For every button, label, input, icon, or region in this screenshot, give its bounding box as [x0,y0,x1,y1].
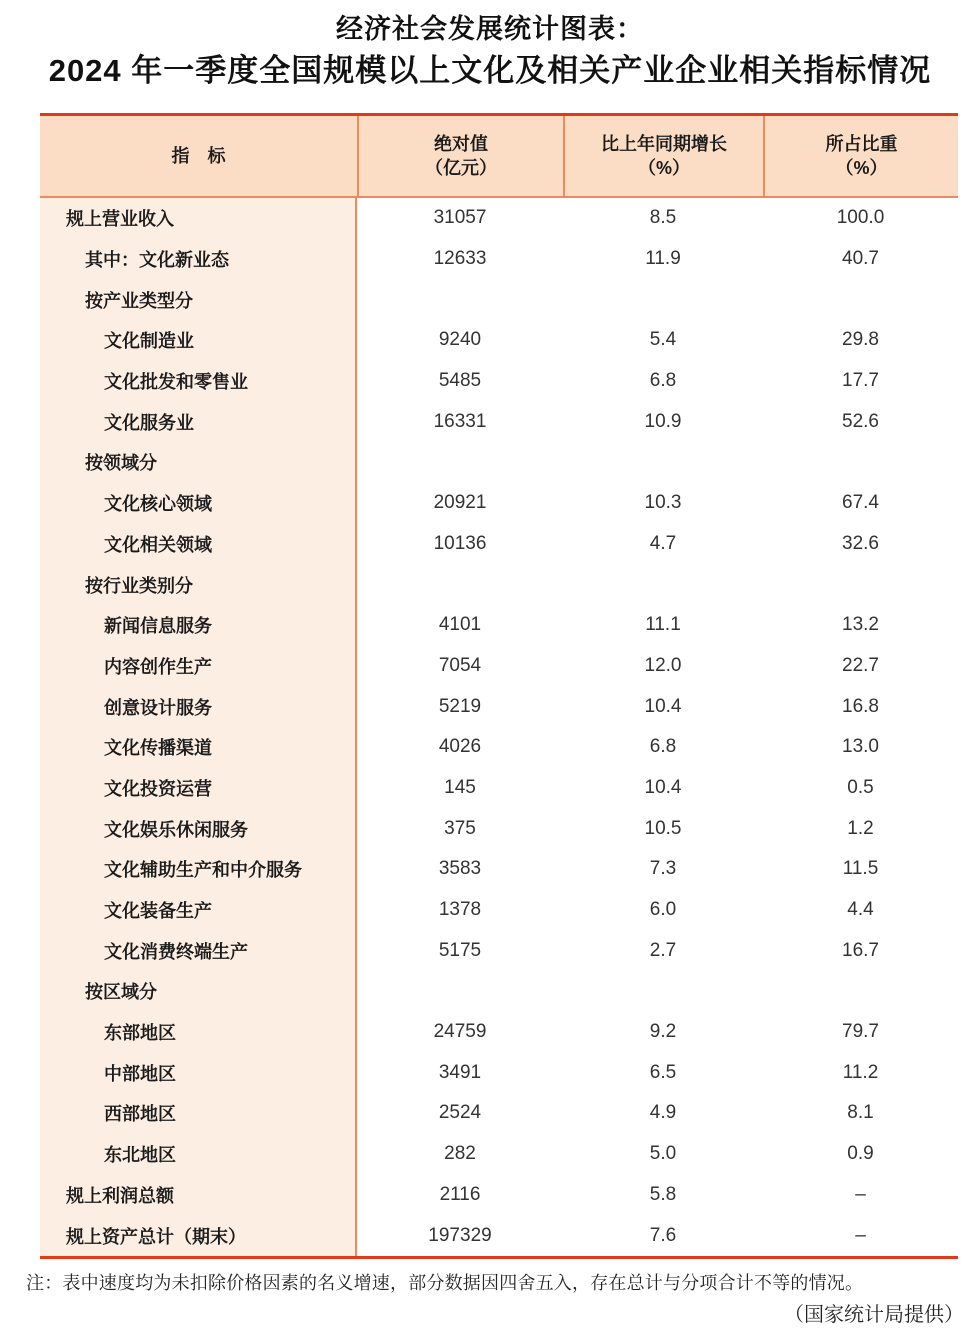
row-indicator-cell [40,442,357,483]
row-share-value: 13.2 [842,614,879,636]
table-row [40,1093,958,1134]
column-header-absolute-unit: （亿元） [425,158,497,178]
row-share-value [763,279,958,320]
table-row [40,646,958,687]
row-indicator-label: 西部地区 [104,1104,176,1125]
row-indicator-label: 规上利润总额 [66,1185,174,1206]
row-growth-value: 6.0 [649,899,677,921]
row-growth-value: 10.5 [644,817,682,839]
column-header-indicator-label: 指 标 [171,145,226,166]
row-absolute-value [357,971,563,1012]
row-indicator-cell [40,320,357,361]
row-indicator-label: 文化娱乐休闲服务 [104,819,248,840]
table-row [40,279,958,320]
row-share-value: 17.7 [842,370,879,392]
row-growth-value [563,442,763,483]
row-indicator-cell [40,1093,357,1134]
table-row [40,320,958,361]
table-row [40,808,958,849]
footnote: 注：表中速度均为未扣除价格因素的名义增速，部分数据因四舍五入，存在总计与分项合计不等的情况。 [26,1273,864,1293]
table-row [40,1134,958,1175]
row-share-value: 52.6 [842,410,879,432]
row-growth-value: 5.4 [649,329,677,351]
row-share-value: 4.4 [847,899,874,921]
row-indicator-label: 内容创作生产 [104,656,212,677]
row-share-value: 8.1 [847,1102,874,1124]
table-row [40,1215,958,1256]
row-indicator-cell [40,401,357,442]
row-absolute-value: 3583 [438,858,482,880]
row-growth-value: 11.9 [645,248,681,270]
table-row [40,1175,958,1216]
row-indicator-cell [40,890,357,931]
row-indicator-cell [40,686,357,727]
table-row [40,930,958,971]
table-row [40,971,958,1012]
row-growth-value: 5.8 [649,1183,677,1205]
row-share-value: – [855,1183,866,1205]
row-absolute-value: 375 [444,817,476,839]
table-row [40,849,958,890]
row-share-value: 67.4 [842,492,879,514]
row-growth-value: 10.3 [644,492,682,514]
row-growth-value: 7.3 [649,858,677,880]
row-indicator-label: 文化装备生产 [104,901,212,922]
row-indicator-cell [40,808,357,849]
row-absolute-value: 4026 [438,736,482,758]
row-indicator-label: 按产业类型分 [85,290,193,311]
source-credit: （国家统计局提供） [784,1304,964,1326]
row-indicator-cell [40,1215,357,1256]
table-row [40,686,958,727]
row-share-value: 13.0 [842,736,879,758]
row-absolute-value: 24759 [433,1021,487,1043]
row-indicator-label: 文化核心领域 [104,494,212,515]
table-row [40,768,958,809]
table-row [40,361,958,402]
page-title [0,0,980,87]
row-indicator-label: 文化制造业 [104,331,194,352]
row-share-value: 32.6 [842,532,879,554]
row-share-value [763,971,958,1012]
row-share-value: 11.5 [842,858,879,880]
row-growth-value: 10.9 [644,410,682,432]
row-indicator-cell [40,524,357,565]
row-indicator-cell [40,646,357,687]
table-row [40,890,958,931]
row-share-value: 11.2 [842,1061,879,1083]
row-growth-value: 11.1 [645,614,681,636]
row-indicator-label: 文化投资运营 [104,778,212,799]
row-share-value: 22.7 [842,654,879,676]
table-row [40,198,958,239]
row-indicator-label: 按区域分 [85,982,157,1003]
row-absolute-value: 5175 [438,939,482,961]
row-indicator-cell [40,930,357,971]
row-absolute-value: 16331 [433,410,487,432]
row-absolute-value: 4101 [438,614,482,636]
table-row [40,1052,958,1093]
row-absolute-value: 1378 [438,899,482,921]
row-absolute-value: 5219 [438,695,482,717]
row-absolute-value: 282 [444,1143,476,1165]
row-indicator-cell [40,361,357,402]
table-row [40,605,958,646]
column-header-growth [563,116,763,196]
column-header-growth-label: 比上年同期增长 [601,133,727,154]
row-absolute-value: 5485 [438,370,482,392]
column-header-share [763,116,958,196]
row-indicator-cell [40,239,357,280]
row-indicator-label: 文化传播渠道 [104,738,212,759]
row-share-value: 0.5 [847,776,874,798]
row-absolute-value: 9240 [438,329,482,351]
title-line-2: 2024 年一季度全国规模以上文化及相关产业企业相关指标情况 [48,53,932,88]
row-indicator-label: 文化服务业 [104,412,194,433]
row-indicator-label: 新闻信息服务 [104,616,212,637]
row-share-value: – [855,1224,866,1246]
column-header-absolute-label: 绝对值 [434,133,488,154]
row-indicator-cell [40,1175,357,1216]
row-growth-value: 4.9 [649,1102,677,1124]
row-growth-value: 7.6 [649,1224,677,1246]
row-indicator-label: 文化相关领域 [104,534,212,555]
row-indicator-label: 创意设计服务 [104,697,212,718]
row-share-value: 0.9 [847,1143,874,1165]
row-absolute-value: 31057 [433,207,487,229]
row-share-value: 79.7 [842,1021,879,1043]
row-absolute-value: 12633 [433,248,487,270]
row-indicator-label: 规上资产总计（期末） [66,1226,246,1247]
column-header-indicator [40,116,357,196]
row-growth-value: 2.7 [649,939,677,961]
row-absolute-value: 7054 [438,654,482,676]
row-growth-value: 5.0 [649,1143,677,1165]
table-body [40,198,958,1259]
row-growth-value [563,279,763,320]
row-share-value: 16.8 [842,695,879,717]
column-header-absolute-value [357,116,563,196]
table-row [40,727,958,768]
table-row [40,239,958,280]
row-indicator-cell [40,564,357,605]
row-absolute-value: 3491 [438,1061,482,1083]
table-row [40,524,958,565]
table-row [40,483,958,524]
row-growth-value: 10.4 [644,776,682,798]
row-indicator-label: 其中：文化新业态 [85,250,229,271]
row-indicator-cell [40,971,357,1012]
row-growth-value: 10.4 [644,695,682,717]
row-growth-value: 4.7 [649,532,677,554]
column-header-share-label: 所占比重 [825,133,898,154]
row-indicator-cell [40,727,357,768]
row-indicator-cell [40,849,357,890]
table-header-row [40,113,958,198]
row-growth-value [563,564,763,605]
row-indicator-cell [40,605,357,646]
table-row [40,1012,958,1053]
row-share-value: 40.7 [842,248,879,270]
row-absolute-value: 197329 [428,1224,492,1246]
row-indicator-label: 文化消费终端生产 [104,941,248,962]
column-header-growth-unit: （%） [637,158,690,178]
row-growth-value [563,971,763,1012]
row-indicator-cell [40,483,357,524]
table-row [40,564,958,605]
row-growth-value: 6.5 [649,1061,677,1083]
row-share-value [763,564,958,605]
table-row [40,401,958,442]
row-share-value: 1.2 [847,817,874,839]
row-indicator-label: 中部地区 [104,1063,176,1084]
row-share-value [763,442,958,483]
row-absolute-value: 2116 [439,1183,481,1205]
row-share-value: 29.8 [842,329,879,351]
row-indicator-label: 规上营业收入 [66,209,174,230]
row-indicator-label: 文化批发和零售业 [104,372,248,393]
row-indicator-cell [40,1052,357,1093]
row-indicator-cell [40,198,357,239]
table-row [40,442,958,483]
row-indicator-label: 东部地区 [104,1023,176,1044]
row-indicator-cell [40,279,357,320]
row-growth-value: 6.8 [649,736,677,758]
row-absolute-value: 10136 [433,532,487,554]
row-absolute-value [357,279,563,320]
row-indicator-label: 按领域分 [85,453,157,474]
row-absolute-value [357,442,563,483]
row-indicator-label: 文化辅助生产和中介服务 [104,860,302,881]
row-indicator-label: 按行业类别分 [85,575,193,596]
row-absolute-value: 2524 [438,1102,482,1124]
title-line-1: 经济社会发展统计图表： [336,14,644,44]
row-indicator-label: 东北地区 [104,1145,176,1166]
row-share-value: 100.0 [836,207,885,229]
row-absolute-value: 20921 [433,492,487,514]
row-growth-value: 6.8 [649,370,677,392]
row-absolute-value [357,564,563,605]
row-indicator-cell [40,768,357,809]
statistics-table [40,113,958,1259]
row-growth-value: 9.2 [649,1021,677,1043]
row-indicator-cell [40,1012,357,1053]
row-share-value: 16.7 [842,939,879,961]
row-growth-value: 12.0 [644,654,682,676]
row-indicator-cell [40,1134,357,1175]
row-absolute-value: 145 [444,776,476,798]
row-growth-value: 8.5 [649,207,677,229]
column-header-share-unit: （%） [835,158,888,178]
